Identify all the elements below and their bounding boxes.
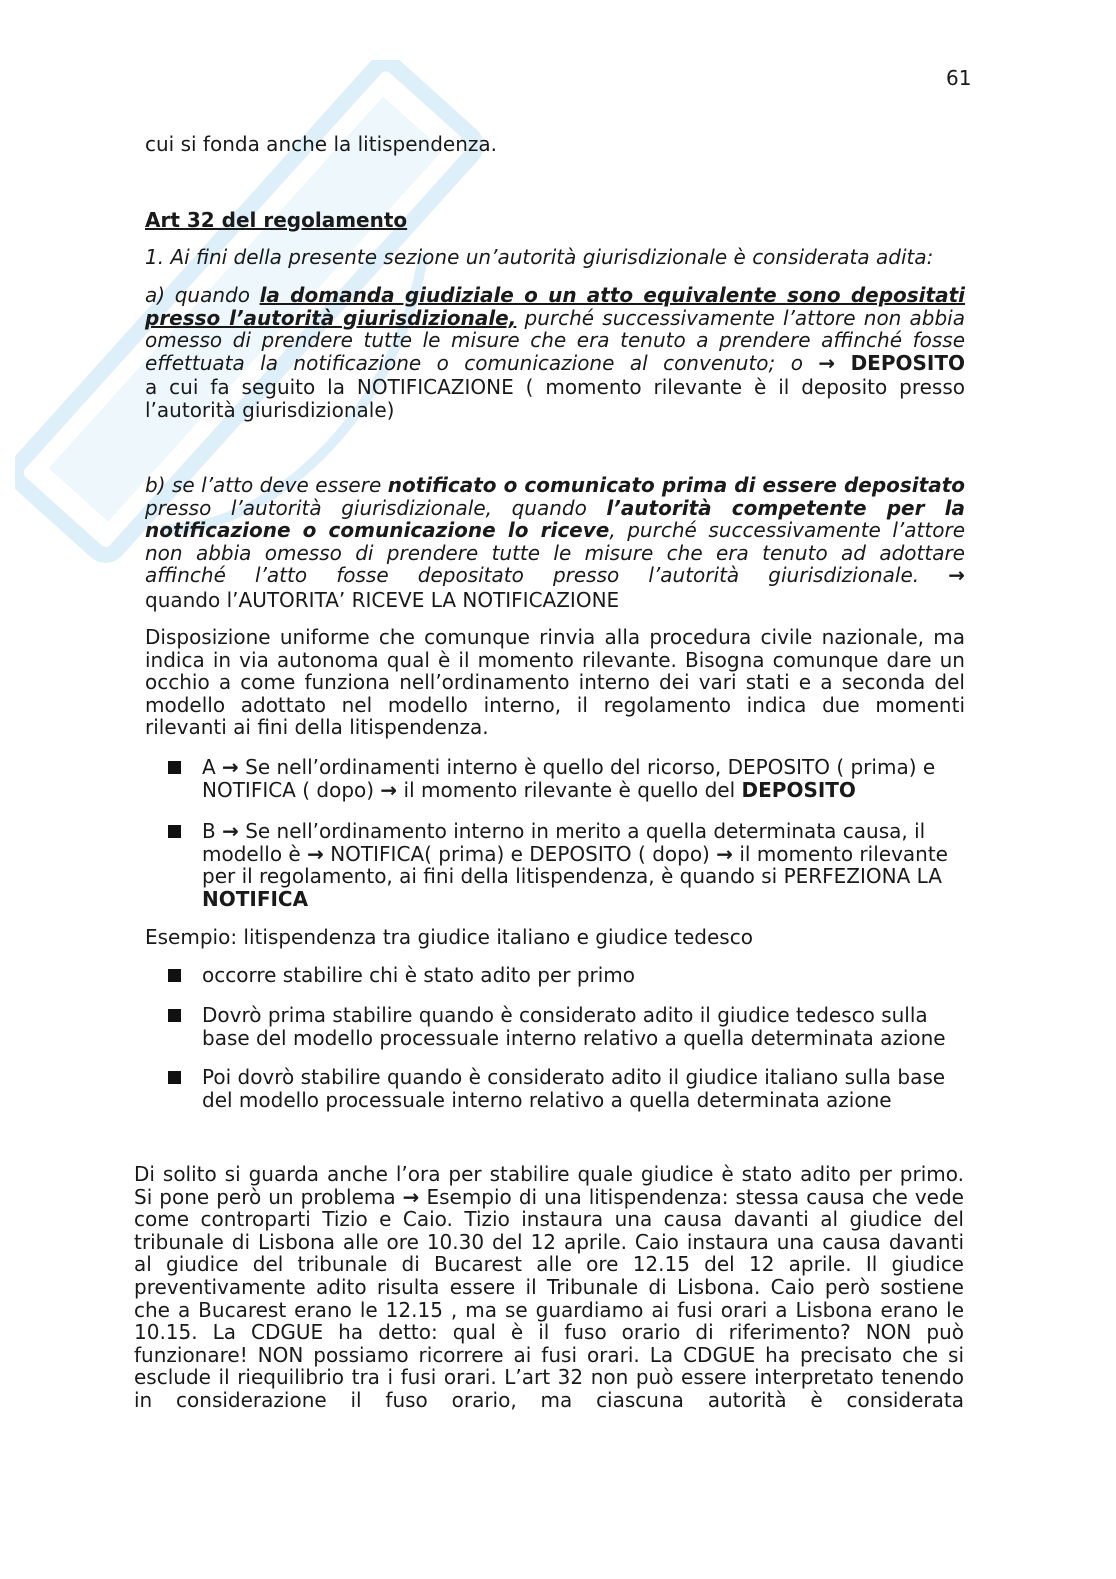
model-b-keyword: NOTIFICA xyxy=(202,886,309,911)
bullet-square-icon xyxy=(168,825,181,838)
page-number: 61 xyxy=(946,66,972,90)
example-item-2 xyxy=(168,1004,978,1050)
arrow-icon: → xyxy=(222,755,239,779)
arrow-icon: → xyxy=(307,841,324,866)
point-a-lead: a) quando xyxy=(145,283,260,307)
point-b-mid: presso l’autorità giurisdizionale, quando xyxy=(145,495,607,520)
example-item-1 xyxy=(168,964,978,988)
bullet-square-icon xyxy=(168,761,181,774)
arrow-icon: → xyxy=(716,841,733,866)
model-b-body-2: NOTIFICA( prima) e DEPOSITO ( dopo) xyxy=(323,841,717,866)
model-item-a xyxy=(168,756,978,802)
closing-part-1: Di solito si guarda anche l’ora per stabilire quale giudice è stato adito per primo. Si pone però un problema xyxy=(134,1162,964,1209)
model-b-body-3: il momento rilevante per il regolamento, ai fini della litispendenza, è quando si PERFEZIONA LA xyxy=(202,841,948,889)
model-a-keyword: DEPOSITO xyxy=(741,777,856,802)
model-b-body: Se nell’ordinamento interno in merito a quella determinata causa, il modello è xyxy=(202,819,926,866)
point-b-bold1: notificato o comunicato prima di essere depositato xyxy=(387,473,965,497)
point-a-rest: purché successivamente l’attore non abbia omesso di prendere tutte le misure che era tenuto a prendere affinché fosse effettuata la notificazione o comunicazione al convenuto; o xyxy=(145,305,965,375)
point-b-rest: , purché successivamente l’attore non abbia omesso di prendere tutte le misure che era tenuto ad adottare affinché l’atto fosse depositato presso l’autorità giurisdizionale. xyxy=(145,518,965,588)
closing-part-2: Esempio di una litispendenza: stessa causa che vede come controparti Tizio e Caio. Tizio instaura una causa davanti al giudice del tribunale di Lisbona alle ore 10.30 del 12 aprile. Caio instaura una causa davanti al giudice del tribunale di Bucarest alle ore 12.15 del 12 aprile. Il giudice preventivamente adito risulta essere il Tribunale di Lisbona. Caio però sostiene che a Bucarest erano le 12.15 , ma se guardiamo ai fusi orari a Lisbona erano le 10.15. La CDGUE ha detto: qual è il fuso orario di riferimento? NON può funzionare! NON possiamo ricorrere ai fusi orari. La CDGUE ha precisato che si esclude il riequilibrio tra i fusi orari. L’art 32 non può essere interpretato tenendo in considerazione il fuso orario, ma ciascuna autorità è considerata xyxy=(134,1184,964,1412)
example-item-text: occorre stabilire chi è stato adito per primo xyxy=(202,963,636,987)
bullet-square-icon xyxy=(168,969,181,982)
article-title: Art 32 del regolamento xyxy=(145,208,408,232)
example-item-text: Poi dovrò stabilire quando è considerato adito il giudice italiano sulla base del modello processuale interno relativo a quella determinata azione xyxy=(202,1065,946,1112)
model-b-text xyxy=(202,820,978,910)
bullet-square-icon xyxy=(168,1071,181,1084)
point-a-explanation: a cui fa seguito la NOTIFICAZIONE ( momento rilevante è il deposito presso l’autorità giurisdizionale) xyxy=(145,375,965,422)
arrow-icon: → xyxy=(222,819,239,843)
model-b-letter: B xyxy=(202,819,223,843)
arrow-icon: → xyxy=(818,350,836,375)
model-item-b xyxy=(168,820,978,912)
point-b-explanation: quando l’AUTORITA’ RICEVE LA NOTIFICAZIONE xyxy=(145,588,620,612)
intro-text: cui si fonda anche la litispendenza. xyxy=(145,132,498,156)
arrow-icon: → xyxy=(948,563,965,588)
arrow-icon: → xyxy=(402,1184,420,1209)
model-a-letter: A xyxy=(202,755,223,779)
example-title: Esempio: litispendenza tra giudice italiano e giudice tedesco xyxy=(145,925,753,949)
arrow-icon: → xyxy=(380,777,398,802)
point-b-lead: b) se l’atto deve essere xyxy=(145,473,388,497)
example-item-text: Dovrò prima stabilire quando è considerato adito il giudice tedesco sulla base del modello processuale interno relativo a quella determinata azione xyxy=(202,1003,946,1050)
article-p1-text: 1. Ai fini della presente sezione un’autorità giurisdizionale è considerata adita: xyxy=(145,245,934,269)
bullet-square-icon xyxy=(168,1009,181,1022)
point-a-emphasis: la domanda giudiziale o un atto equivalente sono depositati presso l’autorità giurisdizionale, xyxy=(145,283,965,330)
model-a-body-2: il momento rilevante è quello del xyxy=(397,777,742,802)
point-b-bold2: l’autorità competente per la notificazione o comunicazione lo riceve xyxy=(145,495,965,543)
article-point-b xyxy=(145,474,965,587)
disposition-paragraph: Disposizione uniforme che comunque rinvia alla procedura civile nazionale, ma indica in via autonoma qual è il momento rilevante. Bisogna comunque dare un occhio a come funziona nell’ordinamento interno dei vari stati e a seconda del modello adottato nel modello interno, il regolamento indica due momenti rilevanti ai fini della litispendenza. xyxy=(145,625,965,740)
closing-paragraph xyxy=(134,1163,964,1412)
model-a-text xyxy=(202,756,978,801)
model-a-body: Se nell’ordinamenti interno è quello del ricorso, DEPOSITO ( prima) e NOTIFICA ( dopo) xyxy=(202,755,936,802)
example-item-3 xyxy=(168,1066,978,1112)
article-point-a xyxy=(145,284,965,374)
point-a-keyword: DEPOSITO xyxy=(850,350,965,375)
article-paragraph-1 xyxy=(145,246,965,269)
